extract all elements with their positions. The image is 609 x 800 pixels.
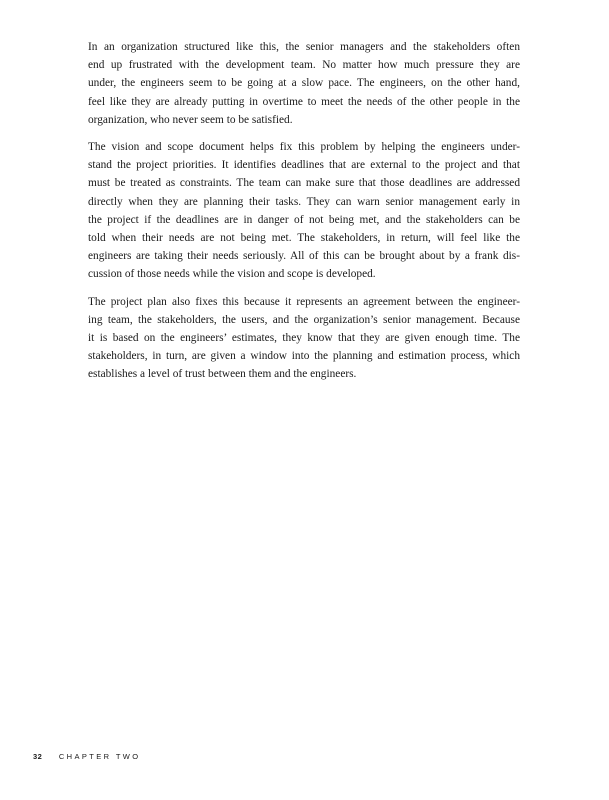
paragraph-2 — [88, 138, 520, 284]
text-line: ing team, the stakeholders, the users, and the organization’s senior management. Because — [88, 313, 520, 326]
text-line: stand the project priorities. It identifies deadlines that are external to the project and that — [88, 159, 520, 172]
text-line: cussion of those needs while the vision and scope is developed. — [88, 268, 376, 281]
text-line: engineers are taking their needs seriously. All of this can be brought about by a frank dis- — [88, 250, 520, 263]
text-line: feel like they are already putting in overtime to meet the needs of the other people in the — [88, 95, 520, 108]
body-text — [88, 38, 520, 393]
text-line: told when their needs are not being met. The stakeholders, in return, will feel like the — [88, 232, 520, 245]
text-line: directly when they are planning their tasks. They can warn senior management early in — [88, 195, 520, 208]
paragraph-3 — [88, 293, 520, 384]
text-line: the project if the deadlines are in danger of not being met, and the stakeholders can be — [88, 213, 520, 226]
text-line: The project plan also fixes this because it represents an agreement between the engineer- — [88, 295, 520, 308]
text-line: under, the engineers seem to be going at a slow pace. The engineers, on the other hand, — [88, 77, 520, 90]
text-line: it is based on the engineers’ estimates, they know that they are given enough time. The — [88, 332, 520, 345]
text-line: end up frustrated with the development team. No matter how much pressure they are — [88, 59, 520, 72]
text-line: must be treated as constraints. The team can make sure that those deadlines are addressed — [88, 177, 520, 190]
paragraph-1 — [88, 38, 520, 129]
page-footer — [33, 752, 141, 761]
text-line: The vision and scope document helps fix this problem by helping the engineers under- — [88, 141, 520, 154]
text-line: establishes a level of trust between them and the engineers. — [88, 368, 357, 381]
text-line: stakeholders, in turn, are given a window into the planning and estimation process, which — [88, 350, 520, 363]
page-number: 32 — [33, 752, 43, 761]
text-line: organization, who never seem to be satisfied. — [88, 113, 293, 126]
text-line: In an organization structured like this, the senior managers and the stakeholders often — [88, 41, 520, 53]
chapter-label: CHAPTER TWO — [58, 752, 141, 761]
